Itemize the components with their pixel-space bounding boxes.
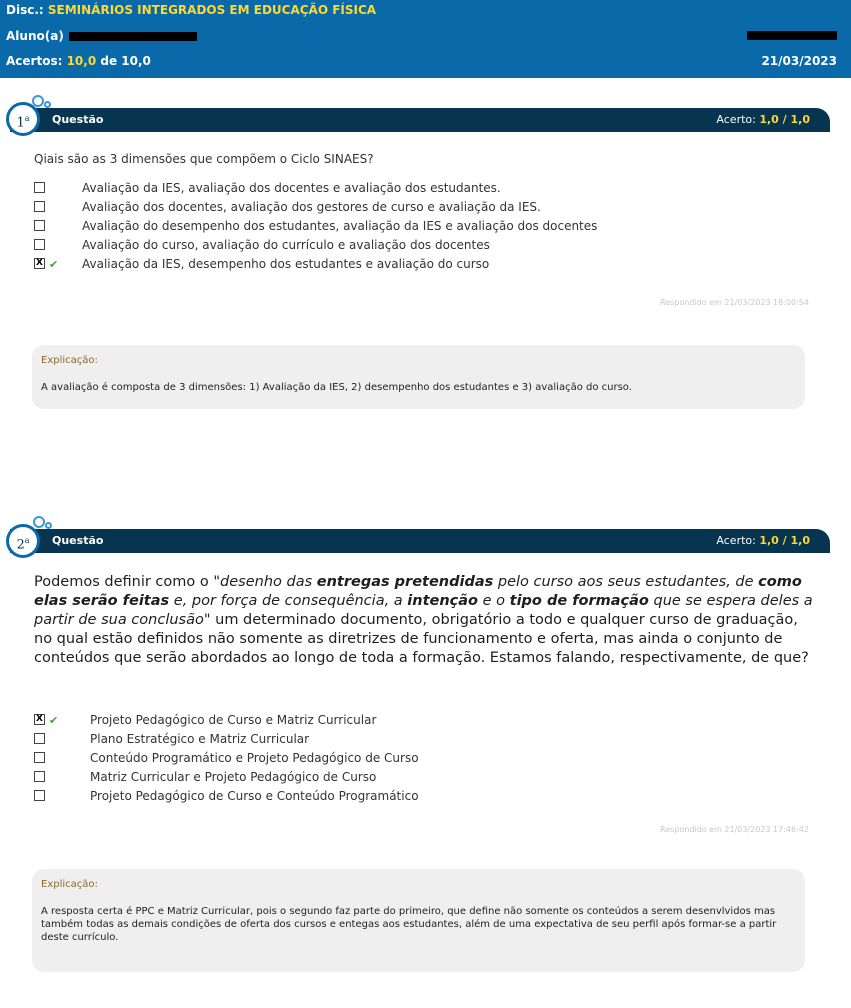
question-2-score-value: 1,0 / 1,0: [759, 534, 810, 547]
option-label: Avaliação do desempenho dos estudantes, avaliação da IES e avaliação dos docentes: [82, 219, 598, 233]
option-checkbox-checked[interactable]: X: [34, 258, 45, 269]
student-label: Aluno(a): [6, 29, 64, 43]
text-part: Podemos definir como o ": [34, 574, 221, 590]
discipline-line: [6, 2, 376, 18]
score-value: 10,0: [66, 54, 97, 68]
question-2-explanation: [32, 869, 805, 972]
option-label: Avaliação do curso, avaliação do currículo e avaliação dos docentes: [82, 238, 490, 252]
question-1-explanation: [32, 345, 805, 409]
student-line: [6, 28, 197, 44]
decor-bubble: [33, 516, 45, 528]
question-1-text: Qiais são as 3 dimensões que compõem o Ciclo SINAES?: [34, 152, 374, 166]
text-part-italic: desenho das: [220, 574, 317, 590]
question-2-answered-time: Respondido em 21/03/2023 17:46:42: [660, 825, 809, 834]
question-2-bar: [10, 529, 830, 553]
option-checkbox[interactable]: [34, 182, 45, 193]
text-part: um determinado documento, obrigatório a todo e qualquer curso de graduação, no qual estão definidos não somente as diretrizes de funcionamento e oferta, mas ainda o conjunto de conteúdos que serão abordados ao longo de toda a formação. Estamos falando, respectivamente, de que?: [34, 612, 809, 666]
question-1-answered-time: Respondido em 21/03/2023 18:00:54: [660, 298, 809, 307]
decor-bubble: [45, 522, 52, 529]
correct-check-icon: ✔: [49, 258, 59, 271]
question-2-title: Questão: [52, 534, 104, 547]
option-label: Projeto Pedagógico de Curso e Matriz Curricular: [90, 713, 377, 727]
text-part-bold: intenção: [407, 593, 479, 609]
text-part-italic: que se espera deles a partir de sua conclusão": [34, 593, 813, 628]
discipline-name: SEMINÁRIOS INTEGRADOS EM EDUCAÇÃO FÍSICA: [47, 3, 377, 17]
question-1-number-badge: [6, 102, 40, 136]
text-part-italic: e, por força de consequência, a: [169, 593, 408, 609]
option-checkbox[interactable]: [34, 239, 45, 250]
correct-check-icon: ✔: [49, 714, 59, 727]
explanation-title: Explicação:: [41, 355, 98, 366]
text-part-bold: tipo de formação: [509, 593, 649, 609]
question-2-ordinal: a: [24, 536, 30, 545]
option-label: Avaliação dos docentes, avaliação dos gestores de curso e avaliação da IES.: [82, 200, 541, 214]
option-checkbox[interactable]: [34, 201, 45, 212]
question-2-number-badge: [6, 524, 40, 558]
option-label: Avaliação da IES, desempenho dos estudantes e avaliação do curso: [82, 257, 490, 271]
option-checkbox[interactable]: [34, 790, 45, 801]
student-name-redacted: [69, 32, 197, 41]
option-checkbox[interactable]: [34, 220, 45, 231]
option-checkbox[interactable]: [34, 733, 45, 744]
student-id-redacted: [747, 31, 837, 40]
question-2-score-label: Acerto:: [716, 534, 756, 547]
option-checkbox[interactable]: [34, 771, 45, 782]
text-part-bold: entregas pretendidas: [316, 574, 494, 590]
question-1-title: Questão: [52, 113, 104, 126]
decor-bubble: [44, 101, 51, 108]
question-2-text: [34, 573, 814, 668]
question-1-score-label: Acerto:: [716, 113, 756, 126]
option-checkbox-checked[interactable]: X: [34, 714, 45, 725]
option-label: Matriz Curricular e Projeto Pedagógico de Curso: [90, 770, 377, 784]
exam-date: 21/03/2023: [761, 54, 837, 68]
explanation-title: Explicação:: [41, 879, 98, 890]
option-label: Projeto Pedagógico de Curso e Conteúdo Programático: [90, 789, 419, 803]
option-checkbox[interactable]: [34, 752, 45, 763]
question-1-number: 1: [16, 115, 25, 131]
score-line: [6, 53, 151, 69]
question-1-bar: [10, 108, 830, 132]
option-label: Conteúdo Programático e Projeto Pedagógico de Curso: [90, 751, 419, 765]
question-2-score: [716, 534, 810, 547]
text-part-bold: como elas serão feitas: [34, 574, 802, 609]
exam-header: [0, 0, 851, 78]
explanation-text: A avaliação é composta de 3 dimensões: 1) Avaliação da IES, 2) desempenho dos estudantes e 3) avaliação do curso.: [41, 382, 632, 393]
discipline-label: Disc.:: [6, 3, 44, 17]
question-1-score: [716, 113, 810, 126]
text-part-italic: e o: [478, 593, 510, 609]
score-label: Acertos:: [6, 54, 63, 68]
question-2-number: 2: [16, 537, 25, 553]
text-part-italic: pelo curso aos seus estudantes, de: [493, 574, 759, 590]
score-total: de 10,0: [100, 54, 151, 68]
explanation-text: A resposta certa é PPC e Matriz Curricular, pois o segundo faz parte do primeiro, que define não somente os conteúdos a serem desenvlvidos mas também todas as demais condições de oferta dos cursos e entegas aos estudantes, além de uma expectativa de seu perfil após formar-se a partir deste currículo.: [41, 906, 777, 943]
option-label: Avaliação da IES, avaliação dos docentes e avaliação dos estudantes.: [82, 181, 501, 195]
option-label: Plano Estratégico e Matriz Curricular: [90, 732, 310, 746]
question-1-ordinal: a: [24, 114, 30, 123]
question-1-score-value: 1,0 / 1,0: [759, 113, 810, 126]
